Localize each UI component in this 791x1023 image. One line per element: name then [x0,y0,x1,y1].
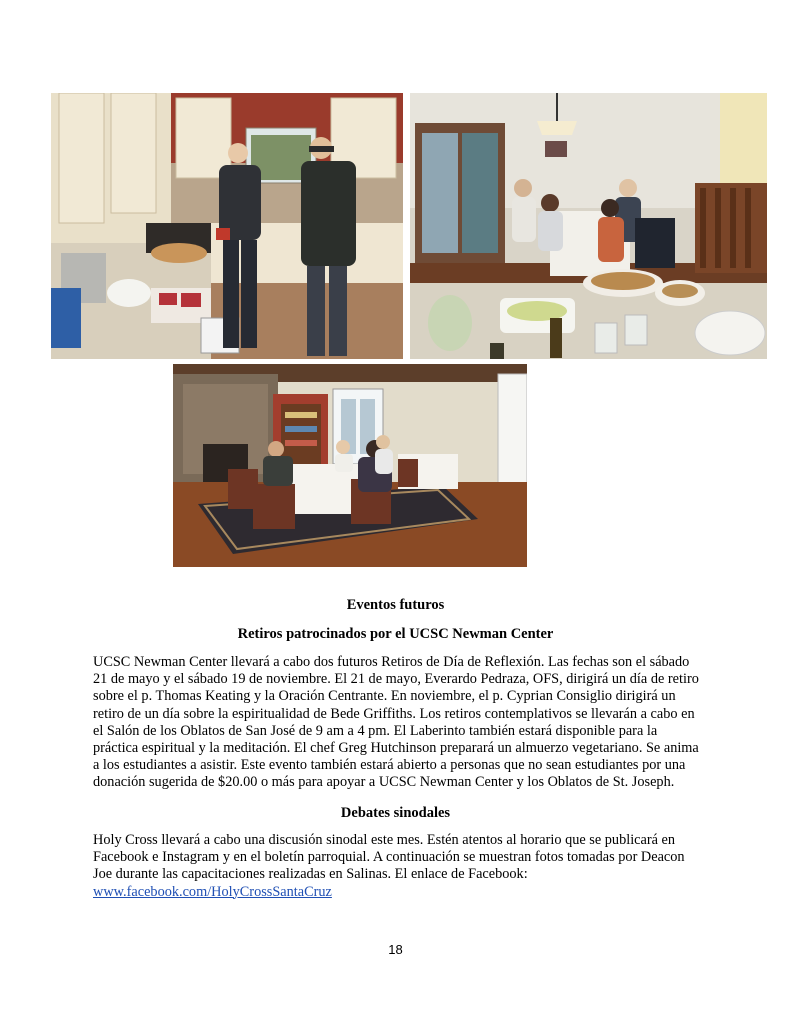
paragraph-line: retiro de un día sobre la espiritualidad de Bede Griffiths. Los retiros contemplativos se llevarán a cabo en [93,705,695,722]
paragraph-line: práctica espiritual y la meditación. El chef Greg Hutchinson preparará un almuerzo vegetariano. Se anima [93,740,699,757]
paragraph-line: Holy Cross llevará a cabo una discusión sinodal este mes. Estén atentos al horario que se publicará en [93,832,676,848]
retreats-paragraph [93,654,713,792]
synod-heading: Debates sinodales [340,805,451,821]
page-number: 18 [388,942,403,957]
paragraph-line: a los estudiantes a asistir. Este evento también estará abierto a personas que no sean estudiantes por una [93,757,686,774]
photo-room [173,364,527,567]
facebook-link[interactable]: www.facebook.com/HolyCrossSantaCruz [93,883,332,900]
paragraph-line: UCSC Newman Center llevará a cabo dos futuros Retiros de Día de Reflexión. Las fechas son el sábado [93,654,690,670]
synod-paragraph [93,832,713,901]
paragraph-line: sobre el p. Thomas Keating y la Oración Centrante. En noviembre, el p. Cyprian Consiglio dirigirá un [93,688,676,705]
paragraph-line: donación sugerida de $20.00 o más para apoyar a UCSC Newman Center y los Oblatos de St. Joseph. [93,774,675,791]
paragraph-line: el Salón de los Oblatos de San José de 9 am a 4 pm. El Laberinto también estará disponible para la [93,722,658,739]
photo-kitchen [51,93,403,359]
paragraph-line: 21 de mayo y el sábado 19 de noviembre. El 21 de mayo, Everardo Pedraza, OFS, dirigirá un día de retiro [93,671,699,688]
events-heading: Eventos futuros [346,597,445,613]
paragraph-line: Joe durante las capacitaciones realizadas en Salinas. El enlace de Facebook: [93,866,528,883]
photo-dining [410,93,767,359]
paragraph-line: Facebook e Instagram y en el boletín parroquial. A continuación se muestran fotos tomadas por Deacon [93,849,685,866]
retreats-heading: Retiros patrocinados por el UCSC Newman Center [237,626,554,642]
